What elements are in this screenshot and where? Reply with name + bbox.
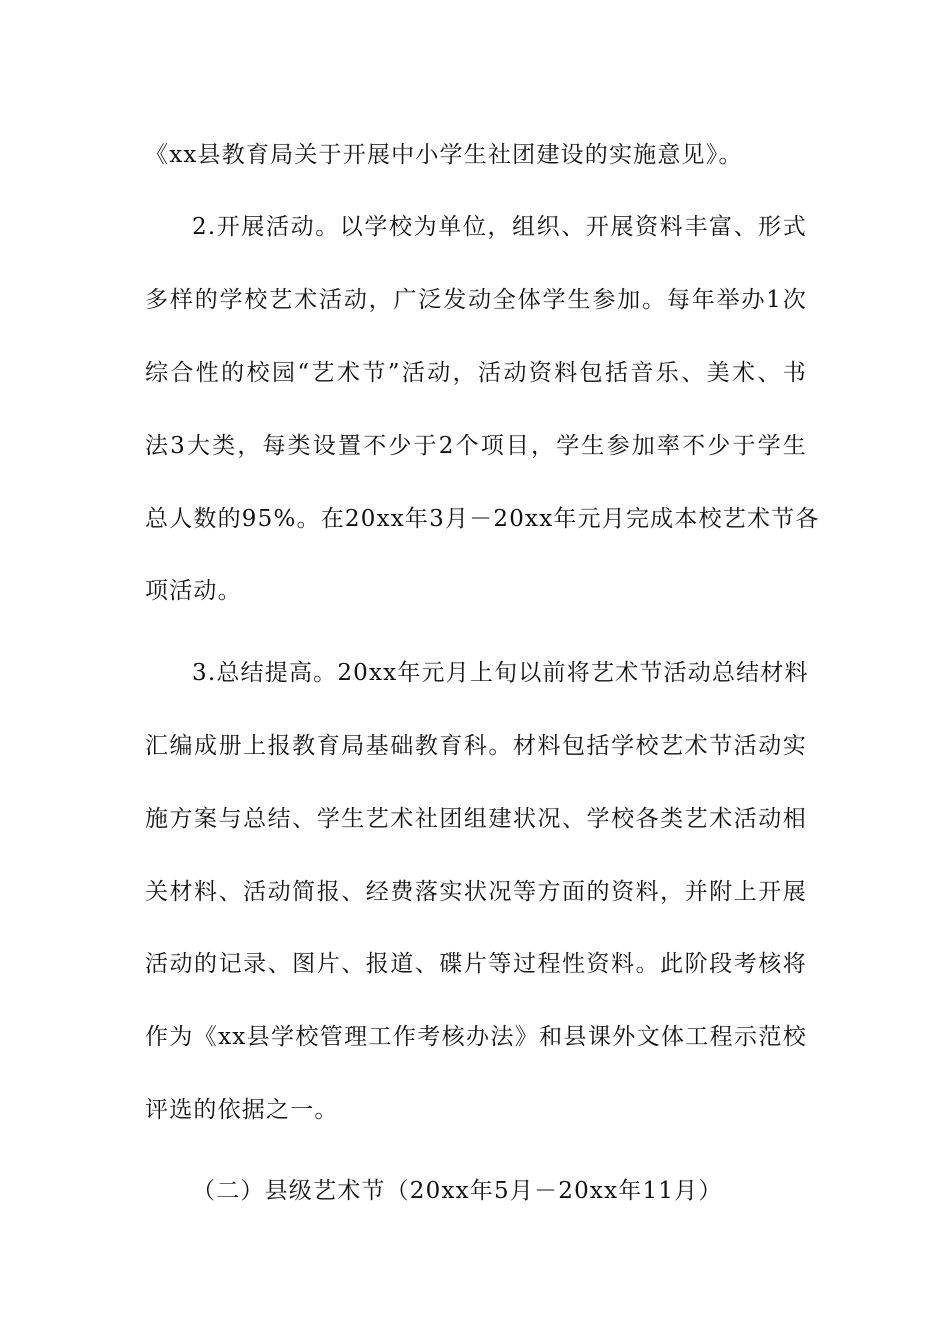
paragraph-line: 汇编成册上报教育局基础教育科。材料包括学校艺术节活动实	[145, 733, 807, 759]
section-heading: （二）县级艺术节（20xx年5月－20xx年11月）	[192, 1178, 723, 1204]
paragraph-line: 活动的记录、图片、报道、碟片等过程性资料。此阶段考核将	[145, 951, 807, 977]
paragraph-line: 作为《xx县学校管理工作考核办法》和县课外文体工程示范校	[145, 1024, 807, 1050]
paragraph-line: 总人数的95%。在20xx年3月－20xx年元月完成本校艺术节各	[145, 506, 820, 532]
paragraph-line: 多样的学校艺术活动，广泛发动全体学生参加。每年举办1次	[145, 287, 807, 313]
paragraph-line: 2.开展活动。以学校为单位，组织、开展资料丰富、形式	[192, 214, 807, 240]
paragraph-line: 综合性的校园“艺术节”活动，活动资料包括音乐、美术、书	[145, 360, 807, 386]
paragraph-line: 法3大类，每类设置不少于2个项目，学生参加率不少于学生	[145, 433, 807, 459]
paragraph-line: 《xx县教育局关于开展中小学生社团建设的实施意见》。	[145, 142, 743, 168]
paragraph-line: 3.总结提高。20xx年元月上旬以前将艺术节活动总结材料	[192, 660, 809, 686]
paragraph-line: 评选的依据之一。	[145, 1097, 339, 1123]
paragraph-line: 关材料、活动简报、经费落实状况等方面的资料，并附上开展	[145, 879, 807, 905]
paragraph-line: 施方案与总结、学生艺术社团组建状况、学校各类艺术活动相	[145, 806, 807, 832]
paragraph-line: 项活动。	[145, 578, 242, 604]
